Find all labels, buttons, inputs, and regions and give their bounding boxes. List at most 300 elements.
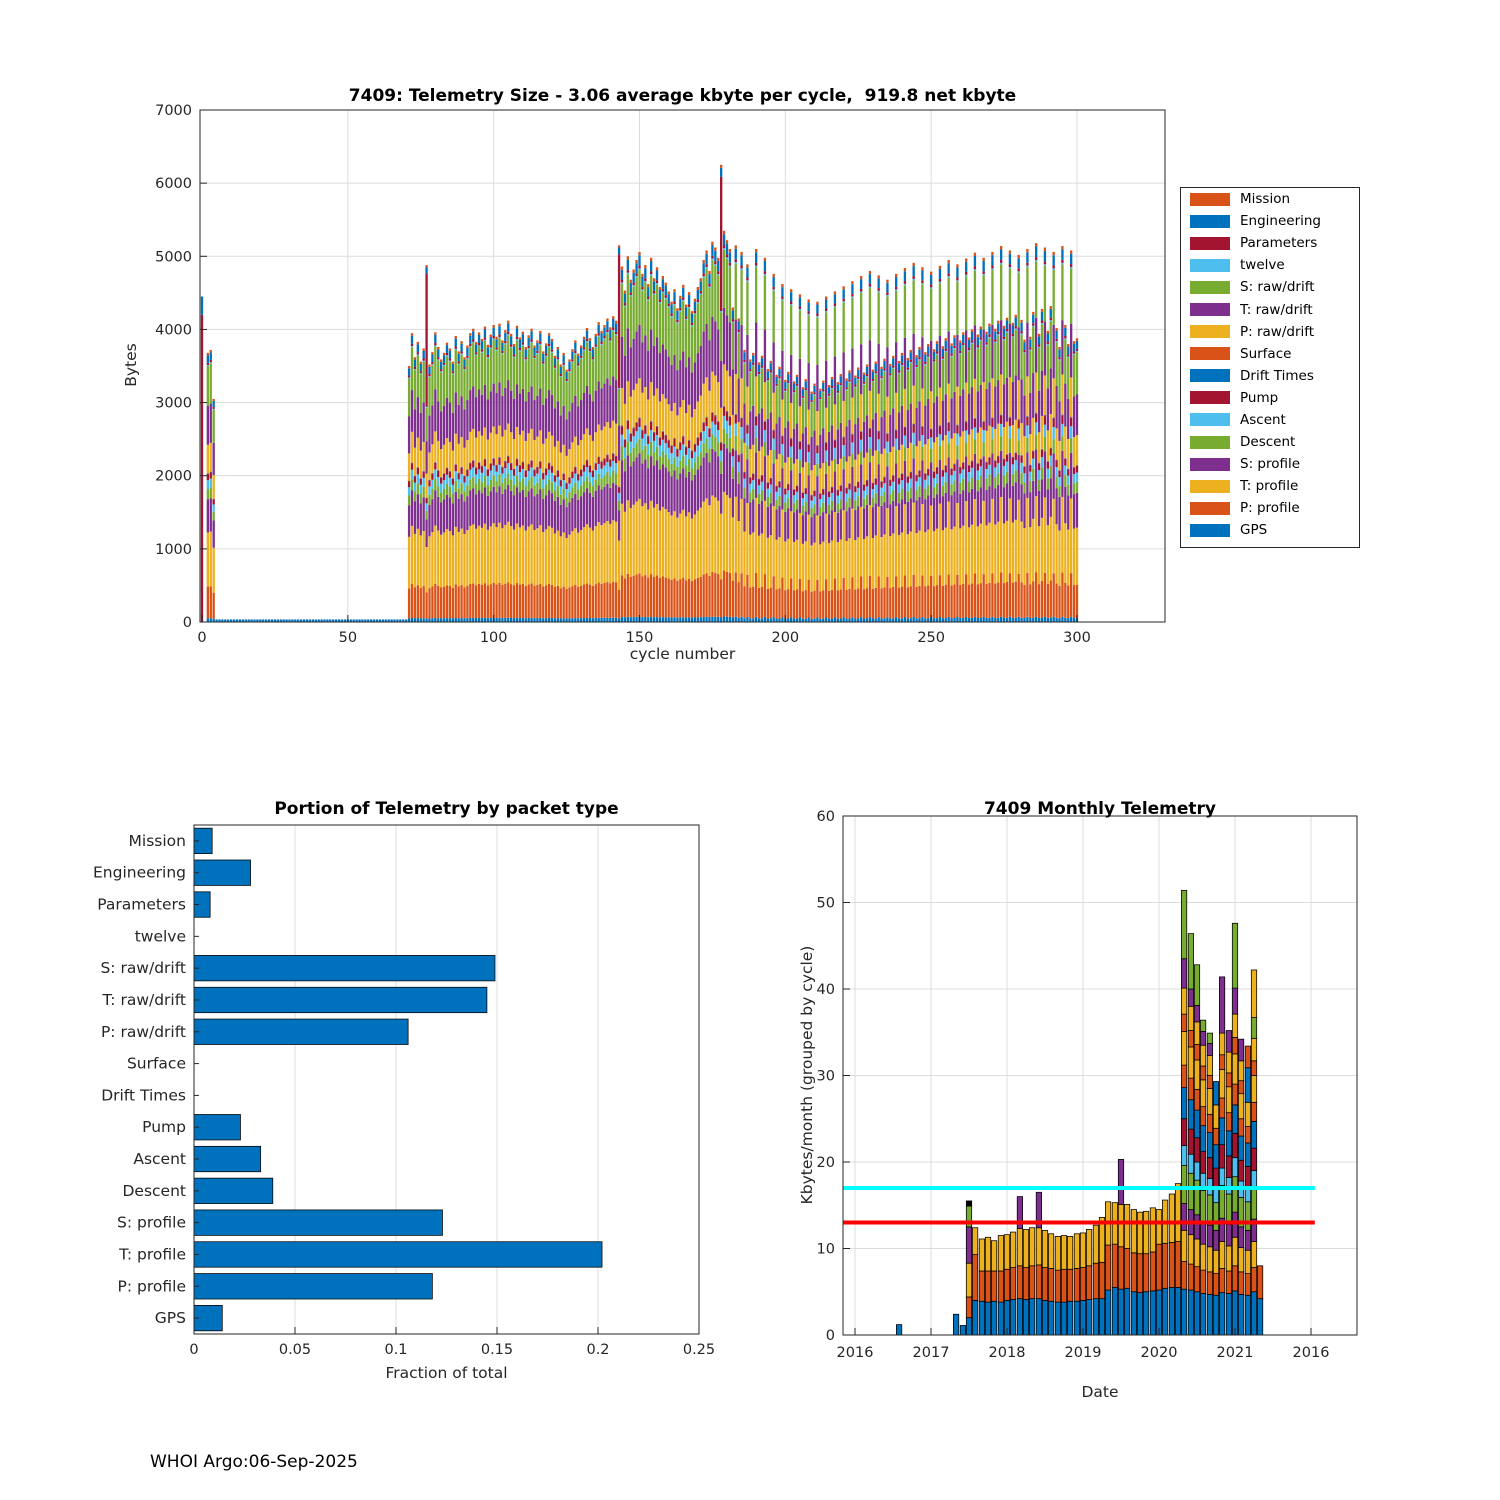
monthly-bar-segment xyxy=(1245,1102,1250,1126)
telemetry-bar-segment xyxy=(968,618,970,622)
telemetry-bar-segment xyxy=(732,581,734,618)
telemetry-bar-segment xyxy=(703,278,705,332)
telemetry-bar-segment xyxy=(525,357,527,359)
monthly-bar-segment xyxy=(1238,1136,1243,1160)
telemetry-bar-segment xyxy=(825,579,827,617)
telemetry-bar-segment xyxy=(589,352,591,394)
telemetry-bar-segment xyxy=(551,585,553,618)
telemetry-bar-segment xyxy=(565,497,567,507)
y-tick-label: 10 xyxy=(816,1241,835,1258)
telemetry-bar-segment xyxy=(606,332,608,333)
telemetry-bar-segment xyxy=(565,456,567,483)
telemetry-bar-segment xyxy=(1067,354,1069,356)
portion-chart-xlabel: Fraction of total xyxy=(385,1364,508,1382)
telemetry-bar-segment xyxy=(650,421,652,422)
telemetry-bar-segment xyxy=(586,618,588,622)
telemetry-bar-segment xyxy=(1000,573,1002,617)
telemetry-bar-segment xyxy=(463,409,465,447)
telemetry-bar-segment xyxy=(472,477,474,488)
telemetry-bar-segment xyxy=(627,274,629,328)
telemetry-bar-segment xyxy=(942,349,944,357)
monthly-bar-segment xyxy=(1213,1168,1218,1187)
telemetry-bar-segment xyxy=(463,501,465,533)
telemetry-bar-segment xyxy=(1050,321,1052,368)
telemetry-bar-segment xyxy=(717,421,719,422)
telemetry-bar-segment xyxy=(670,446,672,453)
telemetry-bar-segment xyxy=(740,325,742,378)
telemetry-bar-segment xyxy=(1073,585,1075,618)
telemetry-bar-segment xyxy=(571,361,573,362)
telemetry-bar-segment xyxy=(778,376,780,378)
telemetry-bar-segment xyxy=(624,512,626,579)
telemetry-bar-segment xyxy=(775,424,777,460)
telemetry-bar-segment xyxy=(746,282,748,335)
telemetry-bar-segment xyxy=(630,347,632,396)
telemetry-bar-segment xyxy=(828,394,830,396)
telemetry-bar-segment xyxy=(813,395,815,430)
telemetry-bar-segment xyxy=(583,339,585,347)
telemetry-bar-segment xyxy=(455,471,457,480)
telemetry-bar-segment xyxy=(414,370,416,409)
telemetry-bar-segment xyxy=(665,283,667,286)
telemetry-bar-segment xyxy=(1000,436,1002,451)
telemetry-bar-segment xyxy=(592,471,594,477)
telemetry-bar-segment xyxy=(948,273,950,276)
telemetry-bar-segment xyxy=(799,513,801,579)
telemetry-bar-segment xyxy=(484,618,486,622)
telemetry-bar-segment xyxy=(723,231,725,235)
telemetry-bar-segment xyxy=(708,428,710,429)
monthly-bar-segment xyxy=(1245,1127,1250,1143)
telemetry-bar-segment xyxy=(965,330,967,383)
telemetry-bar-segment xyxy=(872,456,874,483)
monthly-bar-segment xyxy=(1251,1268,1256,1292)
telemetry-bar-segment xyxy=(816,618,818,622)
telemetry-bar-segment xyxy=(1020,379,1022,423)
telemetry-bar-segment xyxy=(939,460,941,504)
telemetry-bar-segment xyxy=(1055,488,1057,524)
telemetry-bar-segment xyxy=(775,375,777,377)
telemetry-bar-segment xyxy=(1003,523,1005,583)
telemetry-bar-segment xyxy=(1067,530,1069,586)
telemetry-bar-segment xyxy=(417,468,419,474)
telemetry-bar-segment xyxy=(466,440,468,469)
telemetry-bar-segment xyxy=(837,619,839,622)
monthly-bar-segment xyxy=(991,1271,996,1301)
telemetry-bar-segment xyxy=(1038,618,1040,622)
telemetry-bar-segment xyxy=(1038,336,1040,344)
telemetry-bar-segment xyxy=(455,347,457,349)
telemetry-bar-segment xyxy=(875,618,877,622)
telemetry-bar-segment xyxy=(738,378,740,422)
category-label: Pump xyxy=(142,1118,186,1137)
telemetry-bar-segment xyxy=(875,588,877,619)
telemetry-bar-segment xyxy=(1020,423,1022,455)
telemetry-bar-segment xyxy=(781,455,783,468)
telemetry-bar-segment xyxy=(991,417,993,418)
telemetry-bar-segment xyxy=(1000,415,1002,416)
telemetry-bar-segment xyxy=(913,445,915,459)
telemetry-bar-segment xyxy=(548,463,550,470)
monthly-bar-segment xyxy=(1124,1249,1129,1289)
telemetry-bar-segment xyxy=(423,362,425,403)
telemetry-bar-segment xyxy=(784,392,786,428)
telemetry-bar-segment xyxy=(577,618,579,622)
monthly-bar-segment xyxy=(985,1271,990,1302)
telemetry-bar-segment xyxy=(656,426,658,427)
telemetry-bar-segment xyxy=(913,459,915,503)
telemetry-bar-segment xyxy=(1064,583,1066,618)
telemetry-bar-segment xyxy=(895,289,897,290)
telemetry-bar-segment xyxy=(729,617,731,622)
telemetry-bar-segment xyxy=(528,584,530,618)
telemetry-bar-segment xyxy=(808,452,810,463)
telemetry-bar-segment xyxy=(510,584,512,618)
telemetry-bar-segment xyxy=(484,583,486,618)
telemetry-bar-segment xyxy=(525,401,527,441)
telemetry-bar-segment xyxy=(994,387,996,429)
telemetry-bar-segment xyxy=(481,349,483,351)
x-tick-label: 50 xyxy=(338,630,358,646)
telemetry-bar-segment xyxy=(985,334,987,342)
telemetry-bar-segment xyxy=(828,492,830,497)
telemetry-bar-segment xyxy=(878,394,880,431)
telemetry-bar-segment xyxy=(892,618,894,622)
telemetry-bar-segment xyxy=(513,476,515,485)
telemetry-bar-segment xyxy=(705,250,707,253)
telemetry-bar-segment xyxy=(834,472,836,513)
telemetry-bar-segment xyxy=(548,584,550,618)
telemetry-bar-segment xyxy=(1032,618,1034,622)
telemetry-bar-segment xyxy=(1018,419,1020,420)
telemetry-bar-segment xyxy=(452,371,454,373)
telemetry-bar-segment xyxy=(408,368,410,375)
telemetry-bar-segment xyxy=(816,411,818,445)
telemetry-bar-segment xyxy=(408,505,410,536)
telemetry-bar-segment xyxy=(1006,378,1008,422)
telemetry-bar-segment xyxy=(770,373,772,374)
telemetry-bar-segment xyxy=(834,579,836,618)
telemetry-bar-segment xyxy=(673,439,675,447)
telemetry-bar-segment xyxy=(425,474,427,498)
telemetry-bar-segment xyxy=(740,418,742,419)
telemetry-bar-segment xyxy=(1003,459,1005,466)
telemetry-bar-segment xyxy=(775,540,777,590)
telemetry-bar-segment xyxy=(586,467,588,477)
telemetry-bar-segment xyxy=(918,349,920,357)
telemetry-bar-segment xyxy=(1053,439,1055,453)
telemetry-bar-segment xyxy=(685,478,687,517)
telemetry-bar-segment xyxy=(507,334,509,335)
telemetry-bar-segment xyxy=(624,356,626,404)
telemetry-bar-segment xyxy=(589,466,591,473)
telemetry-bar-segment xyxy=(1000,264,1002,320)
telemetry-bar-segment xyxy=(974,419,976,427)
telemetry-bar-segment xyxy=(662,293,664,344)
telemetry-bar-segment xyxy=(1055,331,1057,339)
telemetry-bar-segment xyxy=(857,379,859,380)
telemetry-bar-segment xyxy=(423,442,425,471)
telemetry-bar-segment xyxy=(431,618,433,622)
telemetry-bar-segment xyxy=(437,441,439,470)
telemetry-bar-segment xyxy=(886,280,888,283)
monthly-bar-segment xyxy=(1181,1230,1186,1261)
telemetry-bar-segment xyxy=(910,479,912,488)
telemetry-bar-segment xyxy=(554,587,556,618)
telemetry-bar-segment xyxy=(1018,574,1020,617)
telemetry-bar-segment xyxy=(213,504,215,511)
telemetry-bar-segment xyxy=(440,449,442,477)
telemetry-bar-segment xyxy=(434,343,436,345)
telemetry-bar-segment xyxy=(752,618,754,622)
telemetry-bar-segment xyxy=(711,256,713,259)
telemetry-bar-segment xyxy=(869,428,871,429)
legend-entry-s-raw-drift xyxy=(1181,276,1359,298)
telemetry-bar-segment xyxy=(210,360,212,362)
telemetry-bar-segment xyxy=(609,342,611,386)
telemetry-bar-segment xyxy=(819,391,821,398)
telemetry-bar-segment xyxy=(927,495,929,529)
telemetry-bar-segment xyxy=(1020,320,1022,323)
telemetry-bar-segment xyxy=(210,443,212,472)
telemetry-bar-segment xyxy=(644,268,646,278)
telemetry-bar-segment xyxy=(618,540,620,589)
monthly-bar-segment xyxy=(1067,1269,1072,1301)
telemetry-bar-segment xyxy=(431,364,433,365)
telemetry-bar-segment xyxy=(670,316,672,317)
telemetry-bar-segment xyxy=(656,575,658,617)
telemetry-bar-segment xyxy=(703,331,705,383)
legend-swatch xyxy=(1190,369,1230,382)
telemetry-bar-segment xyxy=(633,269,635,272)
telemetry-bar-segment xyxy=(560,365,562,367)
telemetry-bar-segment xyxy=(452,535,454,587)
monthly-bar-segment xyxy=(1257,1299,1262,1335)
telemetry-bar-segment xyxy=(612,319,614,328)
telemetry-bar-segment xyxy=(994,618,996,622)
telemetry-bar-segment xyxy=(968,435,970,465)
telemetry-bar-segment xyxy=(924,352,926,354)
telemetry-bar-segment xyxy=(813,384,815,386)
telemetry-bar-segment xyxy=(484,524,486,583)
telemetry-bar-segment xyxy=(738,330,740,332)
telemetry-bar-segment xyxy=(466,470,468,476)
telemetry-bar-segment xyxy=(1018,617,1020,622)
telemetry-bar-segment xyxy=(980,329,982,337)
telemetry-bar-segment xyxy=(729,263,731,266)
telemetry-bar-segment xyxy=(455,465,457,472)
telemetry-bar-segment xyxy=(971,618,973,622)
telemetry-bar-segment xyxy=(1009,264,1011,267)
telemetry-bar-segment xyxy=(1023,436,1025,466)
telemetry-bar-segment xyxy=(580,356,582,358)
telemetry-bar-segment xyxy=(598,381,600,424)
telemetry-bar-segment xyxy=(1006,318,1008,321)
telemetry-bar-segment xyxy=(460,585,462,618)
telemetry-bar-segment xyxy=(1070,453,1072,499)
monthly-bar-segment xyxy=(1238,1094,1243,1119)
telemetry-bar-segment xyxy=(1038,432,1040,462)
telemetry-bar-segment xyxy=(484,487,486,523)
telemetry-bar-segment xyxy=(910,404,912,443)
telemetry-bar-segment xyxy=(513,530,515,586)
telemetry-bar-segment xyxy=(472,387,474,429)
telemetry-bar-segment xyxy=(1073,618,1075,622)
telemetry-bar-segment xyxy=(971,387,973,429)
telemetry-bar-segment xyxy=(653,396,655,432)
telemetry-bar-segment xyxy=(554,358,556,365)
telemetry-bar-segment xyxy=(1029,481,1031,492)
telemetry-bar-segment xyxy=(583,584,585,618)
telemetry-bar-segment xyxy=(560,480,562,486)
telemetry-bar-segment xyxy=(793,619,795,622)
telemetry-bar-segment xyxy=(647,301,649,351)
telemetry-bar-segment xyxy=(854,388,856,425)
telemetry-bar-segment xyxy=(985,431,987,462)
telemetry-bar-segment xyxy=(813,392,815,394)
telemetry-bar-segment xyxy=(437,531,439,586)
telemetry-bar-segment xyxy=(1035,243,1037,246)
telemetry-bar-segment xyxy=(1064,338,1066,339)
telemetry-bar-segment xyxy=(522,462,524,469)
telemetry-bar-segment xyxy=(819,435,821,469)
telemetry-bar-segment xyxy=(668,448,670,459)
monthly-bar-segment xyxy=(1162,1288,1167,1335)
telemetry-bar-segment xyxy=(414,360,416,367)
telemetry-bar-segment xyxy=(1041,416,1043,449)
telemetry-bar-segment xyxy=(752,587,754,619)
telemetry-bar-segment xyxy=(1064,523,1066,583)
telemetry-bar-segment xyxy=(703,423,705,431)
telemetry-bar-segment xyxy=(974,256,976,266)
telemetry-bar-segment xyxy=(843,436,845,437)
telemetry-bar-segment xyxy=(781,351,783,400)
telemetry-bar-segment xyxy=(679,461,681,474)
telemetry-bar-segment xyxy=(670,580,672,618)
telemetry-bar-segment xyxy=(1006,521,1008,582)
telemetry-bar-segment xyxy=(1009,269,1011,324)
telemetry-bar-segment xyxy=(708,429,710,437)
telemetry-bar-segment xyxy=(417,474,419,483)
telemetry-bar-segment xyxy=(773,464,775,507)
telemetry-bar-segment xyxy=(563,618,565,622)
telemetry-bar-segment xyxy=(886,433,888,434)
telemetry-bar-segment xyxy=(796,492,798,500)
telemetry-bar-segment xyxy=(1061,424,1063,436)
telemetry-bar-segment xyxy=(880,369,882,376)
telemetry-bar-segment xyxy=(980,385,982,428)
telemetry-bar-segment xyxy=(530,467,532,477)
telemetry-bar-segment xyxy=(1041,312,1043,321)
telemetry-bar-segment xyxy=(484,329,486,337)
monthly-bar-segment xyxy=(1194,1138,1199,1162)
telemetry-bar-segment xyxy=(767,497,769,507)
category-label: Parameters xyxy=(97,895,186,914)
telemetry-bar-segment xyxy=(411,344,413,346)
telemetry-bar-segment xyxy=(682,288,684,297)
telemetry-bar-segment xyxy=(647,510,649,578)
telemetry-bar-segment xyxy=(927,358,929,399)
telemetry-bar-segment xyxy=(983,501,985,574)
monthly-bar-segment xyxy=(1232,1133,1237,1157)
telemetry-bar-segment xyxy=(563,366,565,406)
telemetry-bar-segment xyxy=(746,459,748,503)
telemetry-bar-segment xyxy=(210,498,212,531)
monthly-bar-segment xyxy=(1188,1031,1193,1047)
monthly-bar-segment xyxy=(1118,1289,1123,1335)
telemetry-bar-segment xyxy=(796,386,798,387)
telemetry-bar-segment xyxy=(732,370,734,415)
telemetry-bar-segment xyxy=(883,587,885,618)
telemetry-bar-segment xyxy=(694,409,696,443)
telemetry-bar-segment xyxy=(458,488,460,499)
telemetry-bar-segment xyxy=(787,619,789,622)
telemetry-bar-segment xyxy=(904,268,906,271)
telemetry-bar-segment xyxy=(950,529,952,585)
telemetry-bar-segment xyxy=(813,496,815,504)
legend-swatch xyxy=(1190,259,1230,272)
telemetry-bar-segment xyxy=(466,346,468,348)
telemetry-bar-segment xyxy=(892,368,894,369)
telemetry-bar-segment xyxy=(627,420,629,421)
telemetry-bar-segment xyxy=(977,491,979,526)
telemetry-bar-segment xyxy=(458,364,460,365)
x-tick-label: 0.25 xyxy=(682,1342,716,1358)
y-tick-label: 0 xyxy=(182,615,192,631)
telemetry-bar-segment xyxy=(443,587,445,619)
telemetry-bar-segment xyxy=(717,274,719,275)
telemetry-bar-segment xyxy=(1023,353,1025,395)
telemetry-bar-segment xyxy=(1073,437,1075,467)
telemetry-bar-segment xyxy=(1015,375,1017,419)
telemetry-bar-segment xyxy=(414,448,416,476)
category-label: Ascent xyxy=(133,1150,186,1169)
telemetry-bar-segment xyxy=(834,440,836,448)
telemetry-bar-segment xyxy=(475,397,477,437)
telemetry-bar-segment xyxy=(901,618,903,622)
telemetry-bar-segment xyxy=(1053,419,1055,427)
monthly-bar-segment xyxy=(1213,1145,1218,1168)
telemetry-bar-segment xyxy=(662,617,664,622)
telemetry-bar-segment xyxy=(743,531,745,586)
telemetry-bar-segment xyxy=(851,434,853,435)
telemetry-bar-segment xyxy=(924,499,926,532)
telemetry-bar-segment xyxy=(528,335,530,338)
telemetry-bar-segment xyxy=(1003,337,1005,339)
telemetry-bar-segment xyxy=(455,434,457,464)
monthly-bar-segment xyxy=(1137,1293,1142,1335)
legend-entry-gps xyxy=(1181,519,1359,541)
monthly-bar-segment xyxy=(1226,1194,1231,1224)
telemetry-bar-segment xyxy=(860,440,862,451)
telemetry-bar-segment xyxy=(647,284,649,287)
telemetry-bar-segment xyxy=(475,494,477,528)
telemetry-bar-segment xyxy=(565,618,567,622)
telemetry-bar-segment xyxy=(618,590,620,619)
telemetry-bar-segment xyxy=(965,421,967,422)
telemetry-bar-segment xyxy=(764,261,766,271)
telemetry-bar-segment xyxy=(968,337,970,340)
telemetry-bar-segment xyxy=(446,468,448,474)
telemetry-bar-segment xyxy=(726,412,728,413)
telemetry-bar-segment xyxy=(551,482,553,493)
telemetry-bar-segment xyxy=(720,474,722,514)
telemetry-bar-segment xyxy=(679,299,681,308)
telemetry-bar-segment xyxy=(793,512,795,541)
telemetry-bar-segment xyxy=(767,369,769,371)
telemetry-bar-segment xyxy=(691,519,693,582)
telemetry-bar-segment xyxy=(933,361,935,362)
